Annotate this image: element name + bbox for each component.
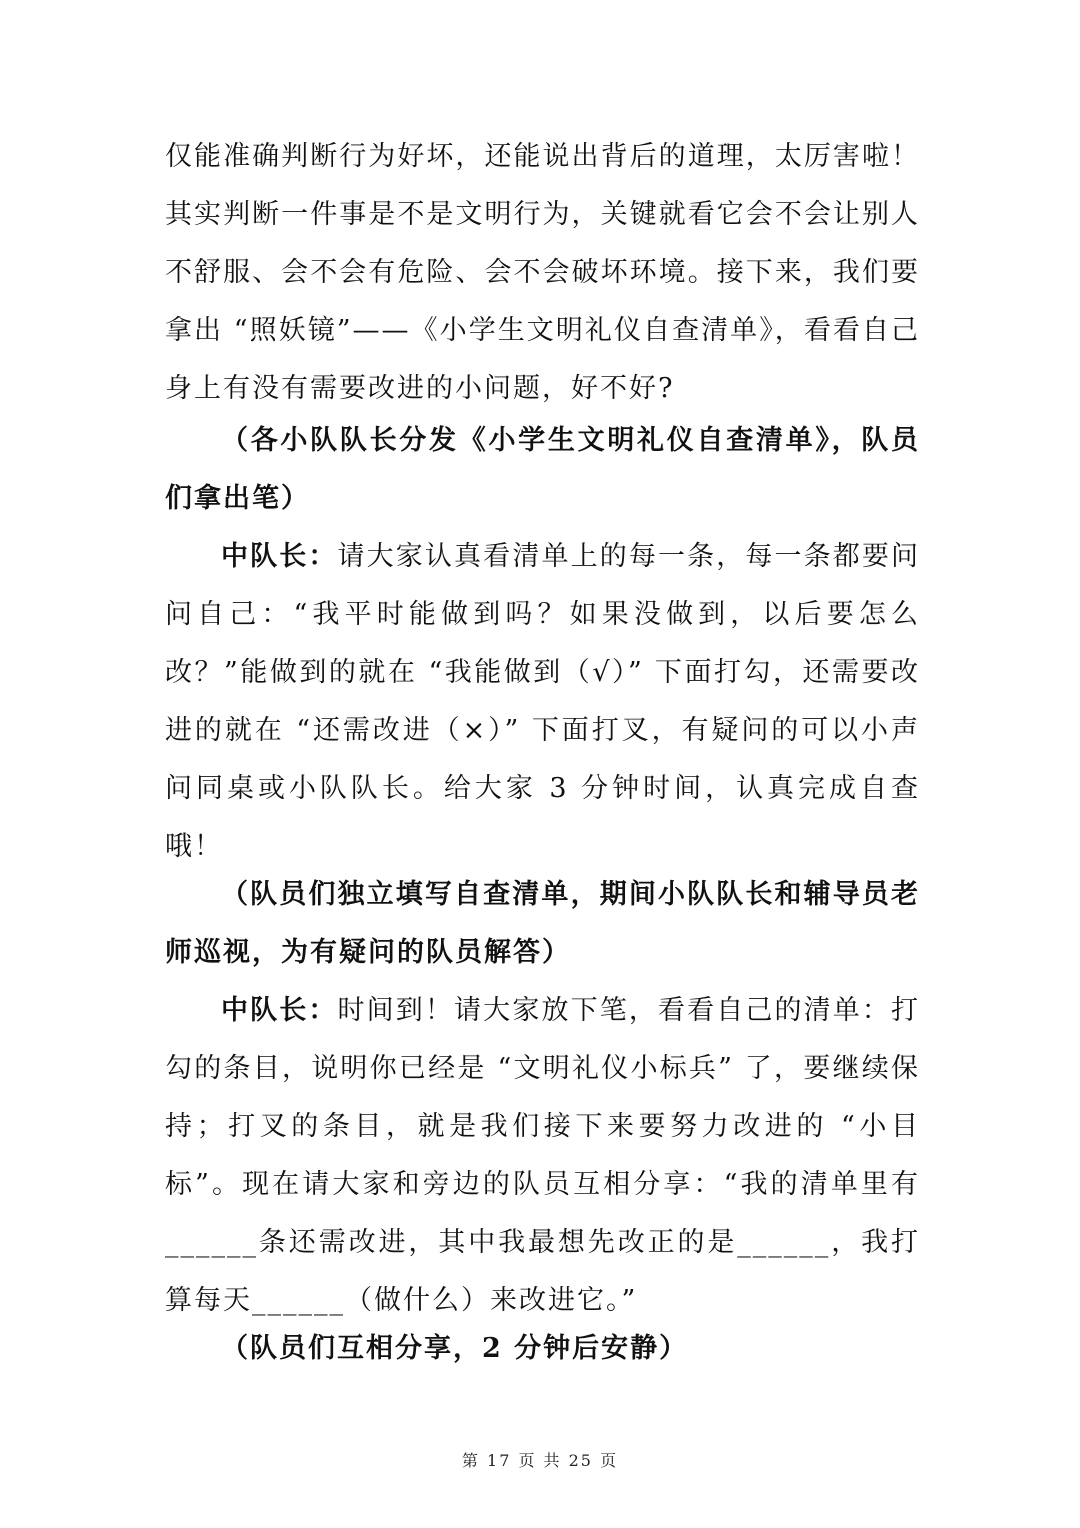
speech-text: 请大家认真看清单上的每一条，每一条都要问问自己：“我平时能做到吗？如果没做到，以后要怎么改？”能做到的就在 “我能做到（√）” 下面打勾，还需要改进的就在 “还需改进（×）” 下面打叉，有疑问的可以小声问同桌或小队队长。给大家 3 分钟时间，认真完成自查哦！ <box>165 541 921 862</box>
stage-direction-3: （队员们互相分享，2 分钟后安静） <box>221 1333 689 1364</box>
paragraph-leader-2 <box>165 982 920 1330</box>
speaker-label: 中队长： <box>221 541 338 572</box>
speech-text: 时间到！请大家放下笔，看看自己的清单：打勾的条目，说明你已经是 “文明礼仪小标兵” 了，要继续保持；打叉的条目，就是我们接下来要努力改进的 “小目标”。现在请大家和旁边的队员互相分享：“我的清单里有______条还需改进，其中我最想先改正的是______，我打算每天______（做什么）来改进它。” <box>165 995 921 1316</box>
speaker-label: 中队长： <box>221 995 338 1026</box>
stage-direction-1: （各小队队长分发《小学生文明礼仪自查清单》，队员们拿出笔） <box>165 425 920 514</box>
page-number-footer: 第 17 页 共 25 页 <box>461 1451 619 1470</box>
paragraph-1: 仅能准确判断行为好坏，还能说出背后的道理，太厉害啦！其实判断一件事是不是文明行为，关键就看它会不会让别人不舒服、会不会有危险、会不会破坏环境。接下来，我们要拿出 “照妖镜”——《小学生文明礼仪自查清单》，看看自己身上有没有需要改进的小问题，好不好? <box>165 141 920 404</box>
paragraph-leader-1 <box>165 528 920 876</box>
stage-direction-2: （队员们独立填写自查清单，期间小队队长和辅导员老师巡视，为有疑问的队员解答） <box>165 879 920 968</box>
